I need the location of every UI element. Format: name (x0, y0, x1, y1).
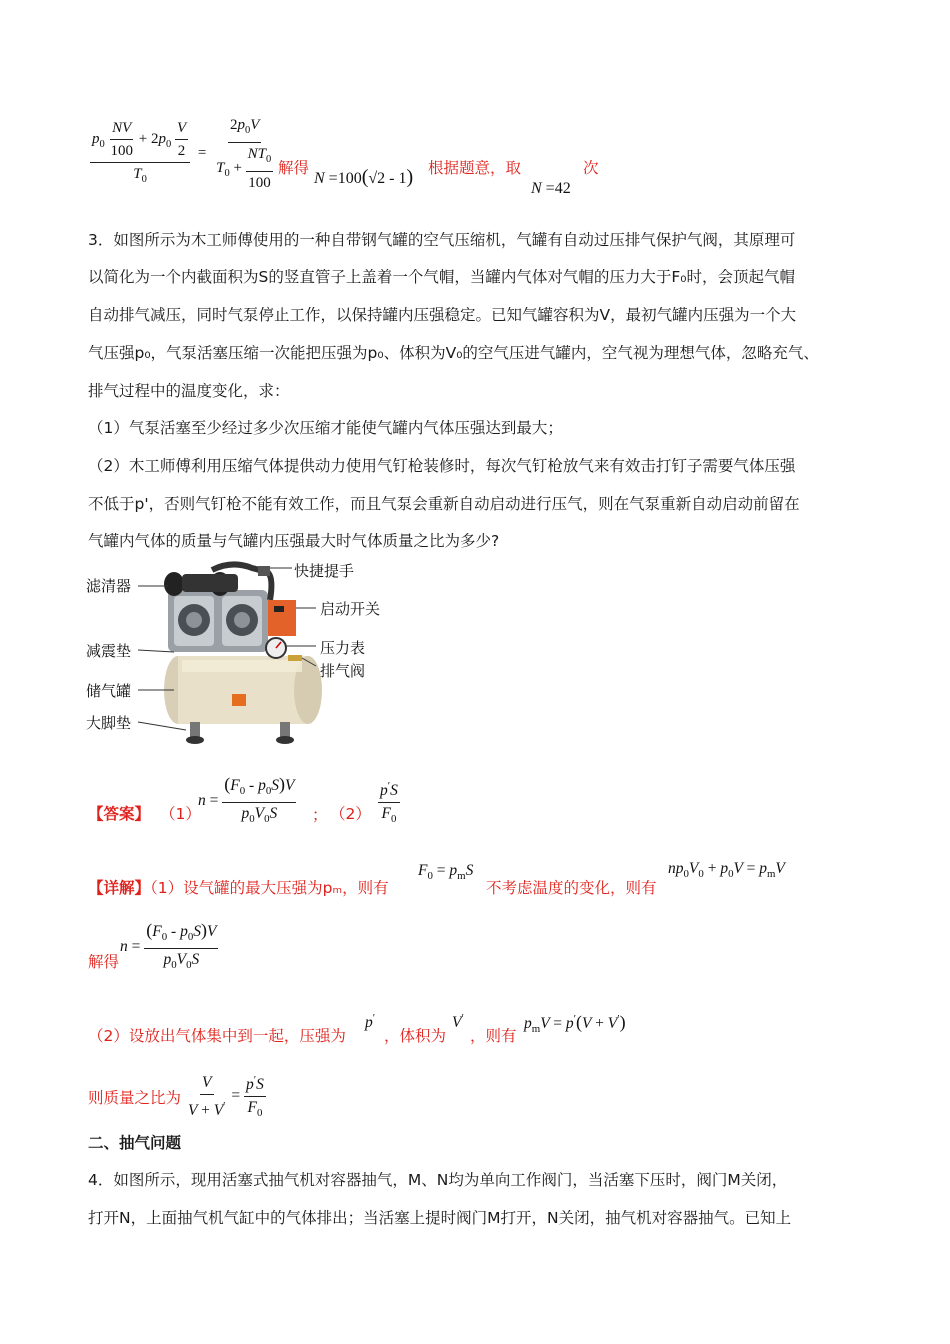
detail-v-prime: V′ (452, 1012, 464, 1031)
q3-line-4: 气压强p₀，气泵活塞压缩一次能把压强为p₀、体积为V₀的空气压进气罐内，空气视为理想气体，忽略充气、 (88, 344, 819, 362)
label-switch: 启动开关 (320, 600, 381, 618)
detail-formula-ratio: $\frac{V}{V + V'}$ = $\frac{p'S}{F_0}$ (186, 1070, 266, 1123)
answer-formula-2: $\frac{p'S}{F_0}$ (378, 776, 400, 829)
label-tank: 储气罐 (86, 682, 132, 700)
q3-line-1: 3．如图所示为木工师傅使用的一种自带钢气罐的空气压缩机，气罐有自动过压排气保护气阀，其原理可 (88, 231, 796, 249)
answer-formula-1: n = $\frac{(F_0 - p_0S)V}{p_0V_0S}$ (198, 774, 295, 825)
detail-l2a: （2）设放出气体集中到一起，压强为 (88, 1027, 346, 1045)
q3-line-9: 气罐内气体的质量与气罐内压强最大时气体质量之比为多少? (88, 532, 500, 550)
detail-formula-f0: $F_0 = p_mS$ (418, 862, 474, 882)
detail-l2b: ，体积为 (384, 1027, 447, 1045)
top-ci: 次 (583, 159, 599, 177)
section2-title: 二、抽气问题 (88, 1134, 182, 1152)
q4-line-1: 4．如图所示，现用活塞式抽气机对容器抽气，M、N均为单向工作阀门，当活塞下压时，阀门M关闭， (88, 1171, 788, 1189)
detail-l3: 则质量之比为 (88, 1089, 182, 1107)
q3-line-8: 不低于p'，否则气钉枪不能有效工作，而且气泵会重新自动启动进行压气，则在气泵重新自动启动前留在 (88, 495, 800, 513)
detail-formula-np: $np_0V_0 + p_0V = p_mV$ (668, 860, 785, 880)
detail-formula-n: n = $\frac{(F_0 - p_0S)V}{p_0V_0S}$ (120, 920, 217, 971)
detail-label: 【详解】 (88, 879, 151, 897)
detail-l2c: ，则有 (470, 1027, 517, 1045)
q3-line-2: 以简化为一个内截面积为S的竖直管子上盖着一个气帽，当罐内气体对气帽的压力大于F₀时，会顶起气帽 (88, 268, 795, 286)
q3-line-6: （1）气泵活塞至少经过多少次压缩才能使气罐内气体压强达到最大； (88, 419, 563, 437)
detail-jie-de: 解得 (88, 953, 120, 971)
q3-line-7: （2）木工师傅利用压缩气体提供动力使用气钉枪装修时，每次气钉枪放气来有效击打钉子需要气体压强 (88, 457, 796, 475)
detail-formula-pm: $p_mV = p'(V + V')$ (524, 1012, 626, 1035)
label-valve: 排气阀 (320, 662, 366, 680)
label-handle: 快捷提手 (294, 562, 355, 580)
answer-label: 【答案】 (88, 805, 151, 823)
top-formula-main: $p_0$ $\frac{NV}{100}$ + $2p_0$ $\frac{V}{2}$ $T_0$ = $2p_0V$ $T_0$ + $\frac{NT_0}{100}$ (92, 117, 272, 191)
label-filter: 滤清器 (86, 577, 132, 595)
label-foot: 大脚垫 (86, 714, 132, 732)
q3-line-5: 排气过程中的温度变化，求： (88, 382, 290, 400)
q4-line-2: 打开N，上面抽气机气缸中的气体排出；当活塞上提时阀门M打开，N关闭，抽气机对容器抽气。已知上 (88, 1209, 792, 1227)
label-gauge: 压力表 (320, 639, 366, 657)
answer-part1: （1） (160, 805, 201, 823)
detail-l1a: （1）设气罐的最大压强为pₘ，则有 (150, 879, 389, 897)
compressor-figure (82, 560, 382, 760)
answer-part2: （2） (330, 805, 371, 823)
q3-line-3: 自动排气减压，同时气泵停止工作，以保持罐内压强稳定。已知气罐容积为V，最初气罐内压强为一个大 (88, 306, 797, 324)
detail-line1 (88, 876, 389, 898)
top-formula-n42: N =42 (531, 180, 571, 197)
label-damper: 减震垫 (86, 642, 132, 660)
detail-p-prime: p′ (365, 1012, 376, 1031)
answer-separator: ； (312, 806, 328, 824)
detail-l1b: 不考虑温度的变化，则有 (486, 879, 657, 897)
top-gen-ju: 根据题意，取 (428, 159, 522, 177)
top-formula-n: N =100(√2 - 1) (314, 166, 414, 188)
top-jie-de: 解得 (278, 159, 310, 177)
